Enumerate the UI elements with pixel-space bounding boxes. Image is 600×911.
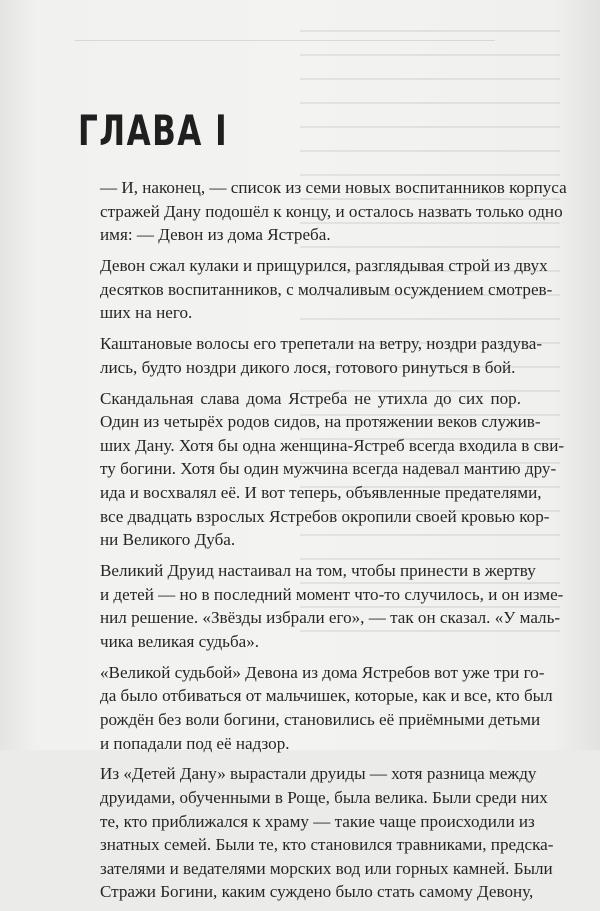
body-text: [77, 176, 567, 911]
text-line: ида и восхвалял её. И вот теперь, объявленные предателями,: [100, 483, 542, 503]
text-line: «Великой судьбой» Девона из дома Ястребов вот уже три го-: [100, 662, 545, 682]
paragraph: [77, 254, 553, 325]
text-line: ни Великого Дуба.: [100, 530, 236, 550]
text-line: и детей — но в последний момент что-то случилось, и он изме-: [100, 584, 564, 604]
text-line: имя: — Девон из дома Ястреба.: [100, 225, 331, 245]
paragraph: [77, 176, 567, 247]
text-line: ту богини. Хотя бы один мужчина всегда надевал мантию дру-: [100, 459, 557, 479]
text-line: Великий Друид настаивал на том, чтобы принести в жертву: [100, 561, 536, 581]
text-line: десятков воспитанников, с молчаливым осуждением смотрев-: [100, 279, 553, 299]
text-line: лись, будто ноздри дикого лося, готового ринуться в бой.: [100, 357, 516, 377]
text-line: рождён без воли богини, становились её приёмными детьми: [100, 709, 541, 729]
paragraph: [77, 661, 553, 755]
text-line: Стражи Богини, каким суждено было стать самому Девону,: [100, 882, 534, 902]
text-line: Скандальная слава дома Ястреба не утихла до сих пор.: [100, 388, 521, 408]
text-line: и попадали под её надзор.: [100, 733, 290, 753]
text-line: нил решение. «Звёзды избрали его», — так он сказал. «У маль-: [100, 608, 561, 628]
text-line: знатных семей. Были те, кто становился травниками, предска-: [100, 835, 554, 855]
text-line: ших Дану. Хотя бы одна женщина-Ястреб всегда входила в сви-: [100, 435, 565, 455]
paragraph: [77, 332, 543, 379]
text-line: ших на него.: [100, 303, 193, 323]
text-line: друидами, обученными в Роще, была велика. Были среди них: [100, 788, 548, 808]
text-line: да было отбиваться от мальчишек, которые, как и все, кто был: [100, 686, 553, 706]
text-line: все двадцать взрослых Ястребов окропили своей кровью кор-: [100, 506, 550, 526]
text-line: Один из четырёх родов сидов, на протяжении веков служив-: [100, 412, 541, 432]
text-line: зателями и ведателями морских вод или горных камней. Были: [100, 858, 553, 878]
text-line: Из «Детей Дану» вырастали друиды — хотя разница между: [100, 764, 537, 784]
text-line: Девон сжал кулаки и прищурился, разглядывая строй из двух: [100, 256, 548, 276]
text-line: Каштановые волосы его трепетали на ветру, ноздри раздува-: [100, 334, 543, 354]
paragraph: [77, 387, 565, 552]
text-line: те, кто приближался к храму — такие чаще происходили из: [100, 811, 535, 831]
text-line: стражей Дану подошёл к концу, и осталось назвать только одно: [100, 201, 563, 221]
paragraph: [77, 762, 554, 904]
chapter-title: ГЛАВА I: [78, 106, 229, 155]
text-line: — И, наконец, — список из семи новых воспитанников корпуса: [100, 178, 567, 197]
text-line: чика великая судьба».: [100, 631, 260, 651]
paragraph: [77, 559, 564, 653]
